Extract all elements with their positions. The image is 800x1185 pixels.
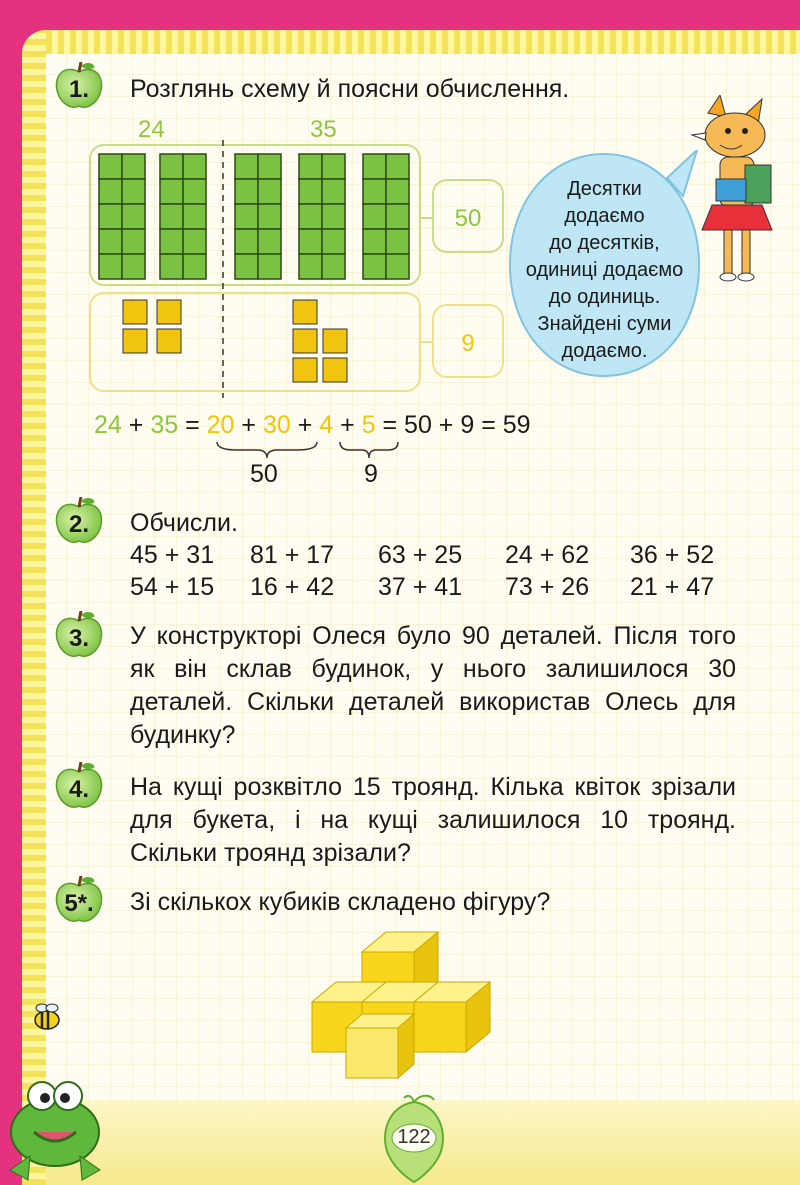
ten-bar-cell [122, 254, 145, 279]
cube-figure [310, 930, 500, 1080]
bubble-line: до одиниць. [548, 286, 661, 308]
ten-bar-cell [183, 154, 206, 179]
example: 63 + 25 [378, 541, 463, 569]
task-number: 5*. [64, 890, 94, 917]
eq-op: = [178, 411, 207, 439]
underbraces [212, 440, 412, 462]
ten-bar-cell [299, 204, 322, 229]
task-1-apple-icon [54, 62, 104, 110]
task-3-apple-icon [54, 611, 104, 659]
eq-term-d: 30 [262, 411, 291, 439]
task-5-text: Зі скількох кубиків складено фігуру? [130, 888, 551, 916]
task-number: 3. [68, 625, 89, 652]
ten-bar-cell [363, 179, 386, 204]
ten-bar-cell [235, 179, 258, 204]
bubble-line: Знайдені суми [537, 313, 672, 335]
tens-total: 50 [454, 205, 482, 232]
ten-bar-cell [235, 154, 258, 179]
ten-bar-cell [299, 229, 322, 254]
ten-bar-cell [299, 254, 322, 279]
ten-bar-cell [386, 154, 409, 179]
ten-bar-cell [183, 254, 206, 279]
task-number: 4. [68, 776, 89, 803]
ten-bar-cell [258, 204, 281, 229]
eq-op: + [333, 411, 362, 439]
ten-bar-cell [235, 254, 258, 279]
eq-op: + [121, 411, 151, 439]
bubble-line: додаємо [564, 205, 645, 227]
ten-bar-cell [322, 154, 345, 179]
example: 54 + 15 [130, 573, 215, 601]
ten-bar-cell [99, 154, 122, 179]
bubble-line: до десятків, [549, 232, 660, 254]
example: 45 + 31 [130, 541, 215, 569]
example: 36 + 52 [630, 541, 715, 569]
task-3-text: У конструкторі Олеся було 90 деталей. Після того як він склав будинок, у нього залишилося 30 деталей. Скільки деталей використав Олесь для будинку? [130, 622, 736, 749]
task-4-apple-icon [54, 762, 104, 810]
ten-bar-cell [99, 229, 122, 254]
top-decorative-band [22, 30, 800, 54]
ten-bar-cell [99, 254, 122, 279]
ten-bar-cell [183, 204, 206, 229]
ten-bar-cell [386, 204, 409, 229]
example: 37 + 41 [378, 573, 463, 601]
task-4-text: На кущі розквітло 15 троянд. Кілька квіток зрізали для букета, і на кущі залишилося 10 троянд. Скільки троянд зрізали? [130, 773, 736, 867]
eq-term-b: 35 [150, 411, 179, 439]
bubble-line: Десятки [567, 178, 642, 200]
right-label: 35 [310, 116, 337, 143]
page-number: 122 [397, 1126, 431, 1148]
ten-bar-cell [160, 254, 183, 279]
tens-bars [99, 154, 409, 279]
ten-bar-cell [386, 179, 409, 204]
bubble-text [507, 176, 702, 365]
ten-bar-cell [322, 254, 345, 279]
ten-bar-cell [258, 229, 281, 254]
equation [94, 411, 531, 440]
ten-bar-cell [122, 179, 145, 204]
ten-bar-cell [160, 204, 183, 229]
task-1-text: Розглянь схему й поясни обчислення. [130, 75, 570, 103]
example: 73 + 26 [505, 573, 590, 601]
tens-ones-scheme [85, 140, 515, 400]
ten-bar-cell [122, 204, 145, 229]
eq-op: + [234, 411, 263, 439]
example: 81 + 17 [250, 541, 335, 569]
ten-bar-cell [122, 154, 145, 179]
task-5-apple-icon [54, 876, 104, 924]
brace-right-sum: 9 [364, 460, 378, 488]
task-number: 2. [68, 511, 89, 538]
left-label: 24 [138, 116, 165, 143]
task-2-apple-icon [54, 497, 104, 545]
ten-bar-cell [160, 179, 183, 204]
example: 21 + 47 [630, 573, 715, 601]
ones-squares [123, 300, 347, 382]
frog-icon [0, 1070, 110, 1185]
eq-term-f: 5 [361, 411, 376, 439]
example: 24 + 62 [505, 541, 590, 569]
ten-bar-cell [363, 229, 386, 254]
ten-bar-cell [322, 179, 345, 204]
bubble-line: додаємо. [561, 340, 648, 362]
ten-bar-cell [258, 179, 281, 204]
eq-rest: = 50 + 9 = 59 [375, 411, 531, 439]
task-2-text: Обчисли. [130, 509, 238, 537]
eq-term-e: 4 [319, 411, 334, 439]
eq-term-c: 20 [206, 411, 235, 439]
ten-bar-cell [299, 179, 322, 204]
ten-bar-cell [183, 229, 206, 254]
ten-bar-cell [258, 154, 281, 179]
eq-term-a: 24 [94, 411, 122, 439]
ten-bar-cell [363, 154, 386, 179]
ten-bar-cell [160, 154, 183, 179]
ten-bar-cell [258, 254, 281, 279]
example: 16 + 42 [250, 573, 335, 601]
ten-bar-cell [99, 179, 122, 204]
eq-op: + [290, 411, 320, 439]
ten-bar-cell [122, 229, 145, 254]
ten-bar-cell [363, 204, 386, 229]
ten-bar-cell [363, 254, 386, 279]
bubble-line: одиниці додаємо [525, 259, 684, 281]
bee-icon [30, 1000, 64, 1034]
ten-bar-cell [322, 204, 345, 229]
ones-total: 9 [461, 330, 475, 357]
ten-bar-cell [99, 204, 122, 229]
task-number: 1. [68, 76, 89, 103]
ten-bar-cell [235, 204, 258, 229]
ten-bar-cell [299, 154, 322, 179]
ten-bar-cell [160, 229, 183, 254]
ten-bar-cell [235, 229, 258, 254]
ten-bar-cell [322, 229, 345, 254]
brace-left-sum: 50 [250, 460, 278, 488]
ten-bar-cell [183, 179, 206, 204]
fox-character-icon [690, 95, 790, 290]
ten-bar-cell [386, 229, 409, 254]
ten-bar-cell [386, 254, 409, 279]
